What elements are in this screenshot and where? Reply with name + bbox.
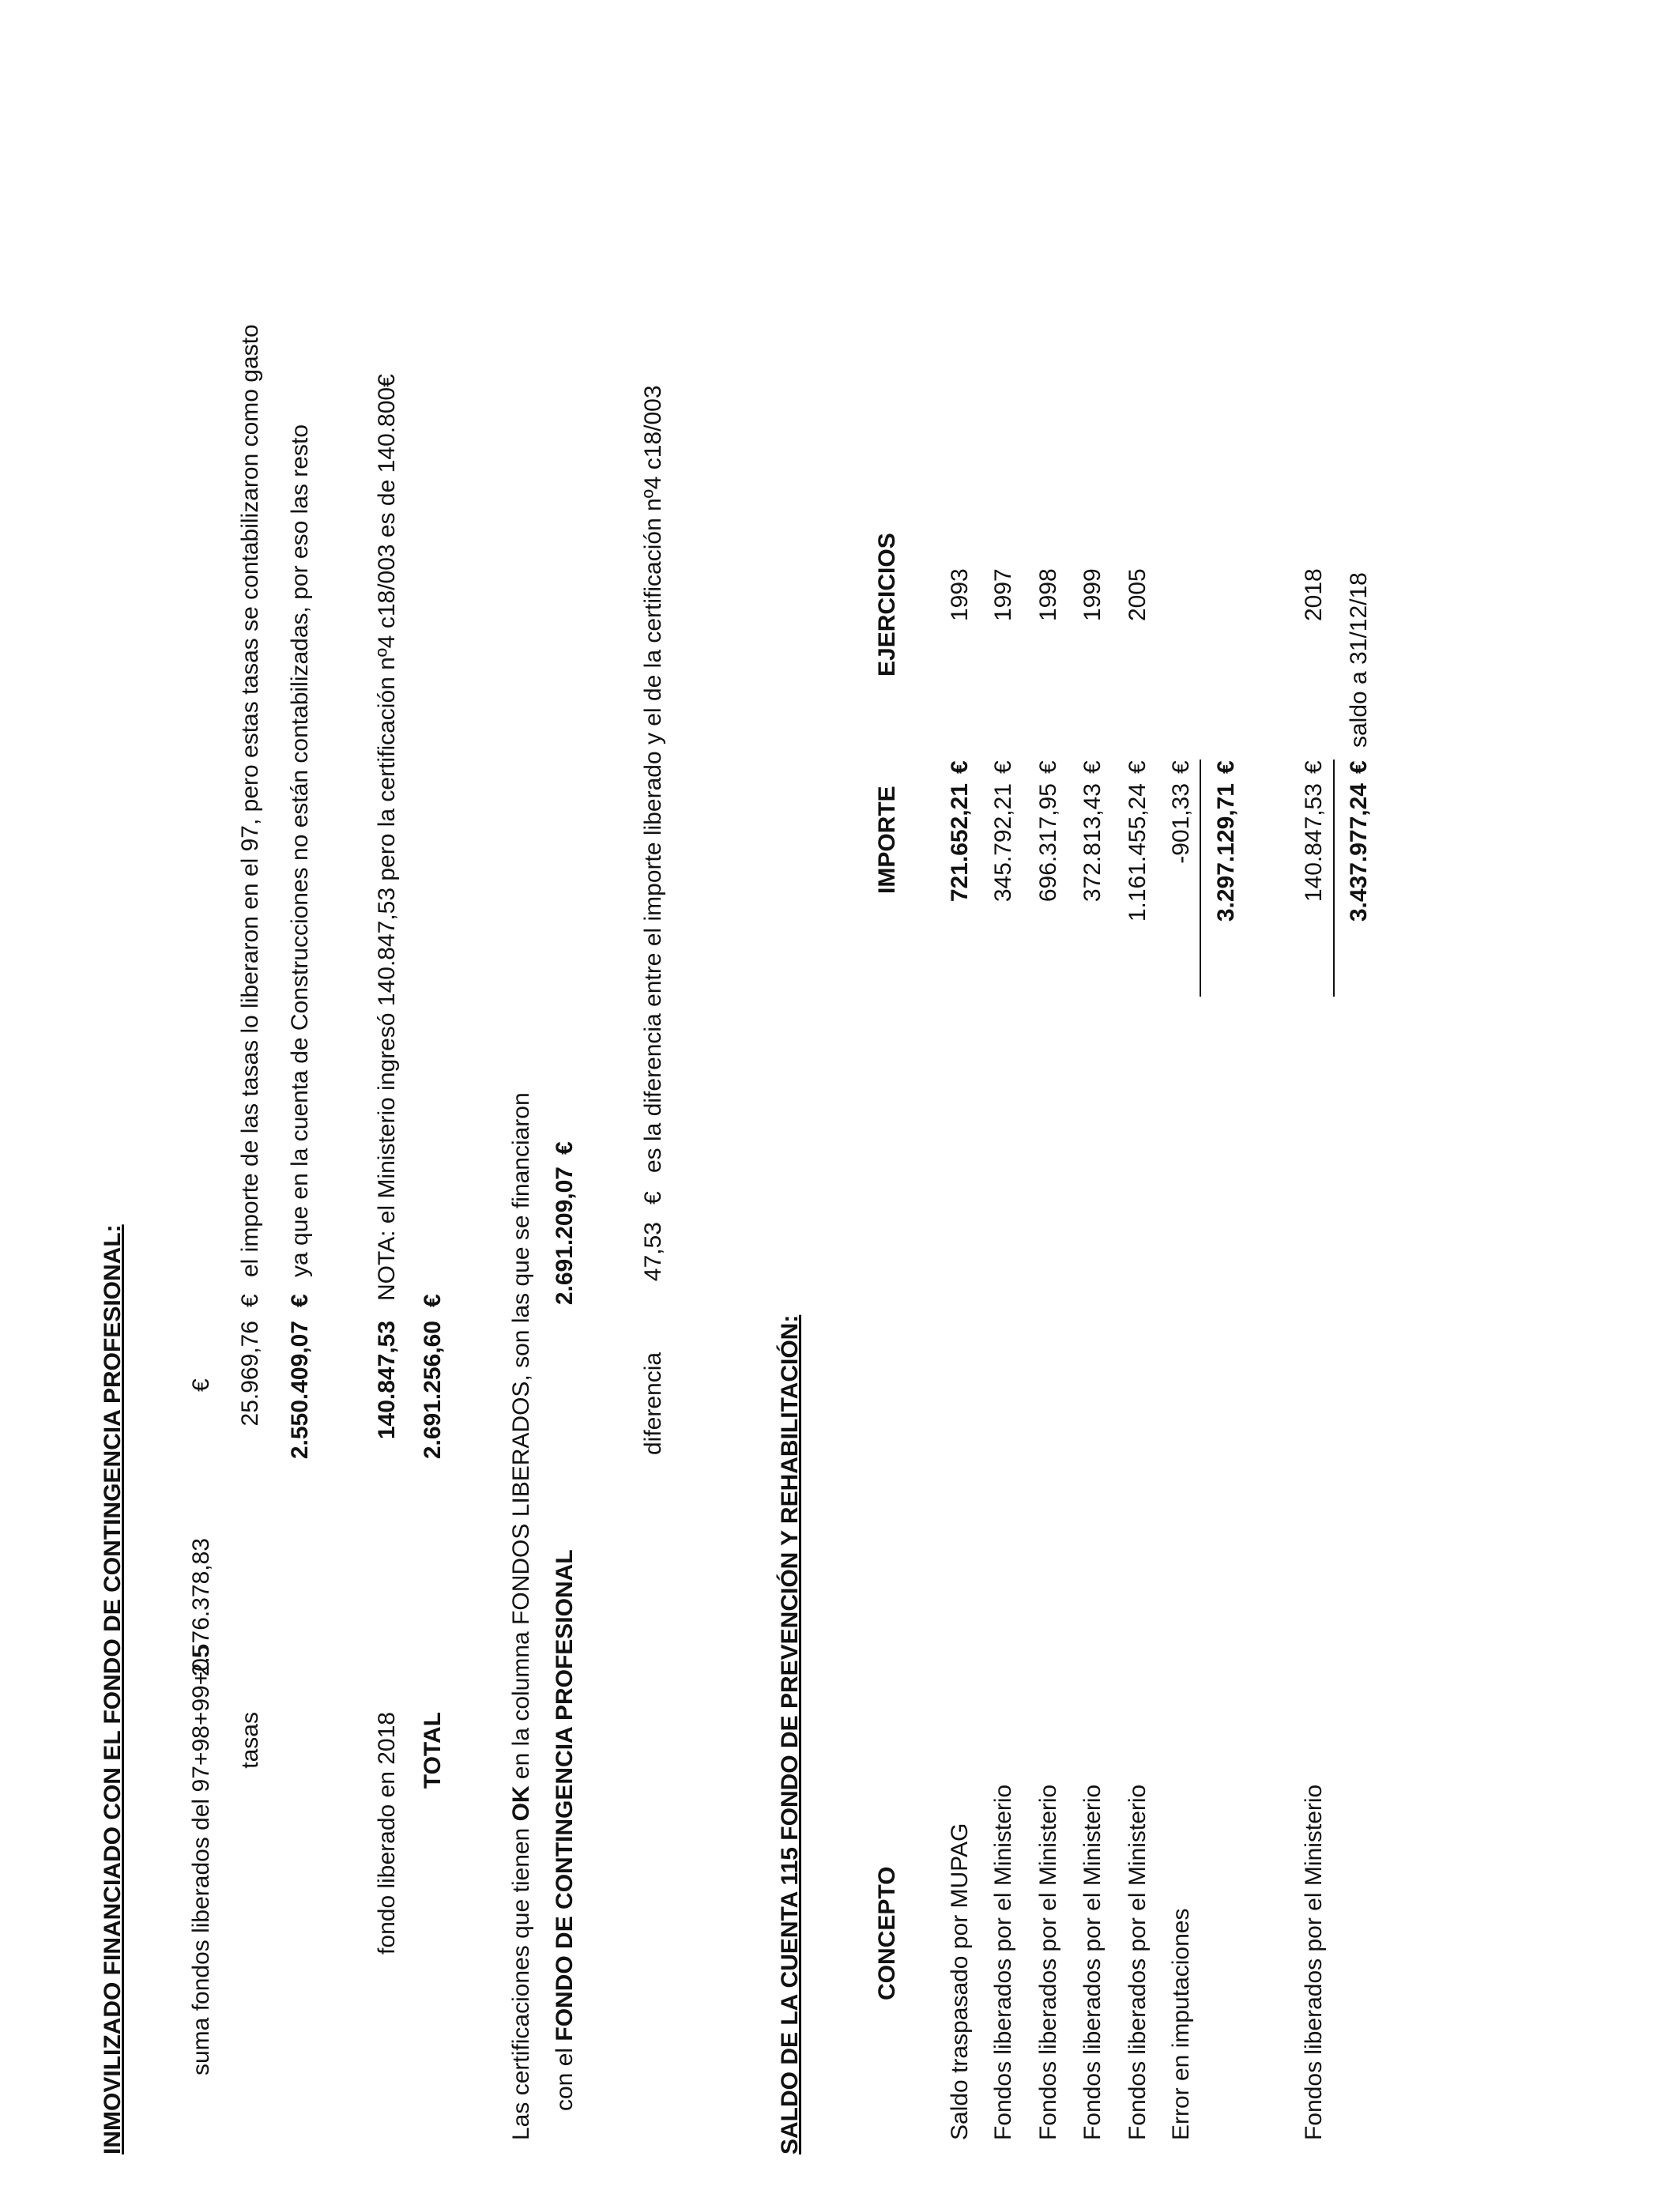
table-row-importe: 140.847,53 xyxy=(1301,783,1327,903)
s1-row-amount: 140.847,53 xyxy=(374,1321,400,1440)
header-importe: IMPORTE xyxy=(874,786,900,894)
section1-title: INMOVILIZADO FINANCIADO CON EL FONDO DE CONTINGENCIA PROFESIONAL: xyxy=(100,1224,126,2154)
table-row-concepto: Fondos liberados por el Ministerio xyxy=(1035,1784,1061,2140)
s1-row-label: suma fondos liberados del 97+98+99+05 xyxy=(188,1645,214,2075)
table-row-importe: 372.813,43 xyxy=(1079,783,1106,903)
table-row-currency: € xyxy=(990,760,1016,774)
table-row-concepto: Saldo traspasado por MUPAG xyxy=(947,1823,973,2140)
header-concepto: CONCEPTO xyxy=(874,1866,900,2000)
s1-row-currency: € xyxy=(287,1294,313,1307)
table-row-importe: 721.652,21 xyxy=(947,783,973,903)
total-currency: € xyxy=(1346,760,1372,774)
s1-row-amount: 2.576.378,83 xyxy=(188,1538,214,1677)
table-row-ejercicio: 2018 xyxy=(1301,568,1327,621)
table-row-concepto: Fondos liberados por el Ministerio xyxy=(1079,1784,1106,2140)
s1-row-currency: € xyxy=(237,1294,263,1307)
diferencia-amount: 47,53 xyxy=(640,1222,666,1282)
table-row-concepto: Fondos liberados por el Ministerio xyxy=(1301,1784,1327,2140)
table-row-ejercicio: 1993 xyxy=(947,568,973,621)
table-row-ejercicio: 2005 xyxy=(1124,568,1151,621)
table-row-currency: € xyxy=(1168,760,1194,774)
table-row-currency: € xyxy=(1035,760,1061,774)
s1-total-currency: € xyxy=(420,1294,446,1307)
certificaciones-amount: 2.691.209,07 xyxy=(552,1167,578,1306)
table-row-currency: € xyxy=(1301,760,1327,774)
diferencia-note: es la diferencia entre el importe liberado y el de la certificación nº4 c18/003 xyxy=(640,385,666,1173)
s1-row-note: NOTA: el Ministerio ingresó 140.847,53 pero la certificación nº4 c18/003 es de 140.800€ xyxy=(374,374,400,1301)
subtotal-amount: 3.297.129,71 xyxy=(1213,783,1239,922)
table-row-currency: € xyxy=(1124,760,1151,774)
table-row-importe: -901,33 xyxy=(1168,783,1194,864)
s1-row-currency: € xyxy=(188,1378,214,1392)
total-amount: 3.437.977,24 xyxy=(1346,783,1372,922)
s1-row-amount: 2.550.409,07 xyxy=(287,1321,313,1460)
s1-total-amount: 2.691.256,60 xyxy=(420,1321,446,1460)
certificaciones-line2: con el FONDO DE CONTINGENCIA PROFESIONAL xyxy=(552,1549,578,2111)
certificaciones-line1: Las certificaciones que tienen OK en la columna FONDOS LIBERADOS, son las que se financiaron xyxy=(508,1092,534,2140)
s1-row-note: ya que en la cuenta de Construcciones no están contabilizadas, por eso las resto xyxy=(287,424,313,1277)
table-row-importe: 345.792,21 xyxy=(990,783,1016,903)
table-row-concepto: Fondos liberados por el Ministerio xyxy=(1124,1784,1151,2140)
header-ejercicios: EJERCICIOS xyxy=(874,533,900,677)
subtotal-rule xyxy=(1200,760,1201,997)
table-row-currency: € xyxy=(947,760,973,774)
s1-row-note: el importe de las tasas lo liberaron en el 97, pero estas tasas se contabilizaron como gasto xyxy=(237,324,263,1277)
table-row-importe: 696.317,95 xyxy=(1035,783,1061,903)
certificaciones-currency: € xyxy=(552,1141,578,1155)
table-row-concepto: Error en imputaciones xyxy=(1168,1908,1194,2140)
total-rule xyxy=(1333,760,1335,997)
table-row-ejercicio: 1998 xyxy=(1035,568,1061,621)
s1-row-amount: 25.969,76 xyxy=(237,1321,263,1427)
diferencia-label: diferencia xyxy=(640,1351,666,1455)
s1-total-label: TOTAL xyxy=(420,1712,446,1789)
s1-row-label: tasas xyxy=(237,1712,263,1769)
total-note: saldo a 31/12/18 xyxy=(1346,572,1372,748)
s1-row-label: fondo liberado en 2018 xyxy=(374,1712,400,1955)
table-row-ejercicio: 1999 xyxy=(1079,568,1106,621)
subtotal-currency: € xyxy=(1213,760,1239,774)
diferencia-currency: € xyxy=(640,1191,666,1204)
table-row-currency: € xyxy=(1079,760,1106,774)
section2-title: SALDO DE LA CUENTA 115 FONDO DE PREVENCIÓN Y REHABILITACIÓN: xyxy=(777,1314,803,2154)
table-row-concepto: Fondos liberados por el Ministerio xyxy=(990,1784,1016,2140)
table-row-importe: 1.161.455,24 xyxy=(1124,783,1151,922)
table-row-ejercicio: 1997 xyxy=(990,568,1016,621)
